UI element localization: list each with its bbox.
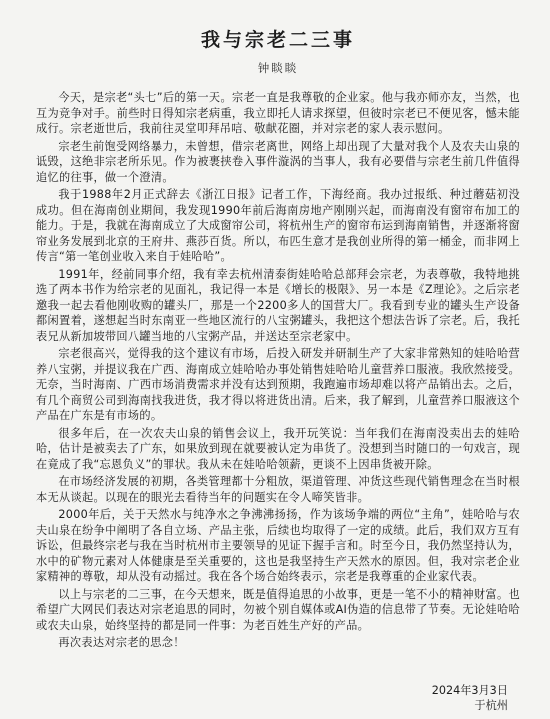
signature-place: 于杭州	[474, 699, 508, 712]
paragraph: 再次表达对宗老的思念！	[58, 636, 185, 649]
signature-block	[432, 683, 508, 713]
paragraph: 在市场经济发展的初期，各类管理都十分粗放，渠道管理、冲货这些现代销售理念在当时根本无从谈起。以现在的眼光去看待当年的问题实在令人啼笑皆非。	[36, 475, 520, 504]
paragraph: 今天，是宗老“头七”后的第一天。宗老一直是我尊敬的企业家。他与我亦师亦友，当然，也互为竞争对手。前些时日得知宗老病重，我立即托人请求探望，但彼时宗老已不便见客，憾未能成行。宗老逝世后，我前往灵堂叩拜吊唁、敬献花圈，并对宗老的家人表示慰问。	[36, 91, 520, 135]
paragraph: 2000年后，关于天然水与纯净水之争沸沸扬扬，作为该场争端的两位“主角”，娃哈哈与农夫山泉在纷争中阐明了各自立场、产品主张，后续也均取得了一定的成绩。此后，我们双方互有诉讼，但最终宗老与我在当时杭州市主要领导的见证下握手言和。时至今日，我仍然坚持认为，水中的矿物元素对人体健康是至关重要的，这也是我坚持生产天然水的原因。但，我对宗老企业家精神的尊敬，却从没有动摇过。我在各个场合始终表示，宗老是我尊重的企业家代表。	[36, 508, 520, 583]
paragraph: 1991年，经前同事介绍，我有幸去杭州清泰街娃哈哈总部拜会宗老，为表尊敬，我特地挑选了两本书作为给宗老的见面礼，我记得一本是《增长的极限》、另一本是《Z理论》。之后宗老邀我一起去看他刚收购的罐头厂，那是一个2200多人的国营大厂。我看到专业的罐头生产设备都闲置着，遂想起当时东南亚一些地区流行的八宝粥罐头，我把这个想法告诉了宗老。后，我托表兄从新加坡带回八罐当地的八宝粥产品，并送达至宗老家中。	[36, 267, 520, 343]
signature-date: 2024年3月3日	[431, 684, 508, 697]
paragraph: 很多年后，在一次农夫山泉的销售会议上，我开玩笑说：当年我们在海南没卖出去的娃哈哈，估计是被卖去了广东，如果放到现在就要被认定为串货了。没想到当时随口的一句戏言，现在竟成了我“忘恩负义”的罪状。我从未在娃哈哈领薪，更谈不上因串货被开除。	[36, 426, 520, 471]
paragraph: 以上与宗老的二三事，在今天想来，既是值得追思的小故事，更是一笔不小的精神财富。也希望广大网民们表达对宗老追思的同时，勿被个别自媒体或AI伪造的信息带了节奏。无论娃哈哈或农夫山泉，始终坚持的都是同一件事：为老百姓生产好的产品。	[36, 587, 520, 632]
paragraph: 宗老生前饱受网络暴力，未曾想，借宗老离世，网络上却出现了大量对我个人及农夫山泉的诋毁，这绝非宗老所乐见。作为被裹挟卷入事件漩涡的当事人，我有必要借与宗老生前几件值得追忆的往事，做一个澄清。	[36, 139, 520, 184]
article-body	[36, 90, 520, 651]
article-author: 钟睒睒	[257, 61, 299, 75]
article-title: 我与宗老二三事	[200, 29, 355, 51]
paragraph: 宗老很高兴，觉得我的这个建议有市场，后投入研发并研制生产了大家非常熟知的娃哈哈营养八宝粥，并提议我在广西、海南成立娃哈哈办事处销售娃哈哈儿童营养口服液。我欣然接受。无奈，当时海南、广西市场消费需求并没有达到预期，我跑遍市场却难以将产品销出去。之后，有几个商贸公司到海南找我进货，我才得以将进货出清。后来，我了解到，儿童营养口服液这个产品在广东是有市场的。	[36, 347, 520, 422]
paragraph: 我于1988年2月正式辞去《浙江日报》记者工作，下海经商。我办过报纸、种过蘑菇初没成功。但在海南创业期间，我发现1990年前后海南房地产刚刚兴起，而海南没有窗帘布加工的能力。于是，我就在海南成立了大成窗帘公司，将杭州生产的窗帘布运到海南销售，并逐渐将窗帘业务发展到北京的王府井、燕莎百货。所以，布匹生意才是我创业所得的第一桶金，而非网上传言“第一笔创业收入来自于娃哈哈”。	[36, 188, 520, 263]
